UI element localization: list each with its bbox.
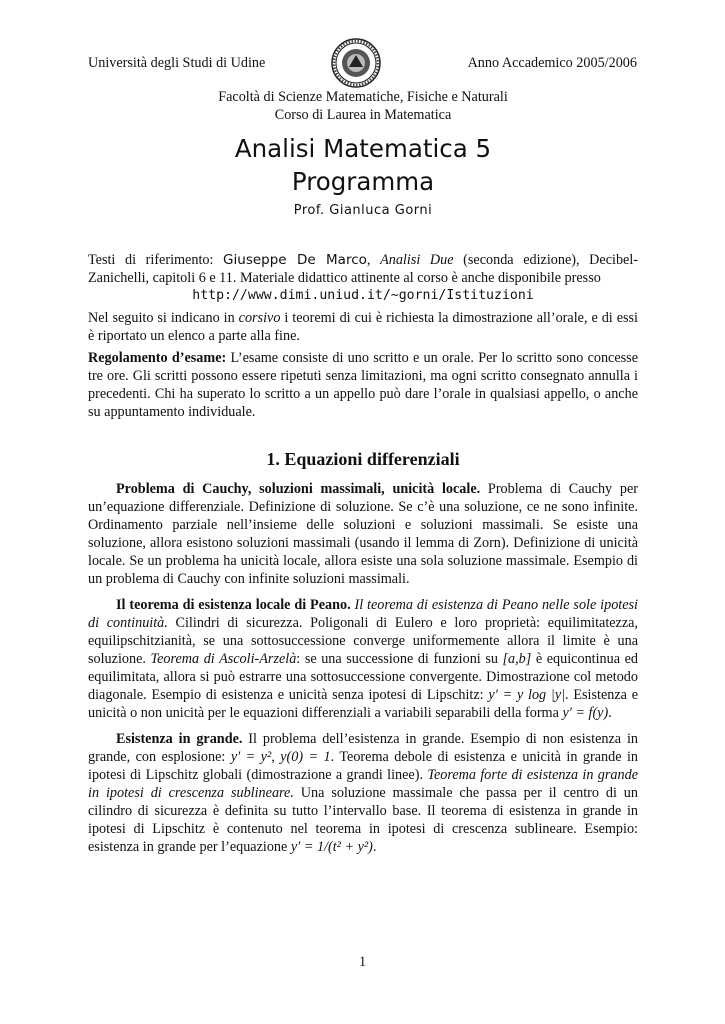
grande-text-3: Una soluzione massimale che passa per il centro di un cilindro di sicurezza è definita su tutto l’intervallo base. Il teorema di esistenza in grande in ipotesi di Lipschitz è contenuto nel teorema in ipotesi di crescenza sublineare. Esempio: esistenza in grande per l’equazione [88, 785, 638, 855]
section-1-heading: 1. Equazioni differenziali [266, 449, 460, 469]
regolamento-paragraph [88, 349, 638, 421]
peano-italic-2: Teorema di Ascoli-Arzelà [150, 651, 297, 667]
intro-before: Nel seguito si indicano in [88, 310, 239, 326]
cauchy-text: Problema di Cauchy per un’equazione differenziale. Definizione di soluzione. Se c’è una soluzione, ce ne sono infinite. Ordinamento parziale nell’insieme delle soluzioni e soluzioni massimali. Se esiste una soluzione, allora esistono soluzioni massimali (usando il lemma di Zorn). Definizione di unicità locale. Se un problema ha unicità locale, allora esiste una sola soluzione massimale. Esempio di un problema di Cauchy con infinite soluzioni massimali. [88, 481, 638, 587]
peano-text-3: è equicontinua ed equilimitata, allora si può estrarre una sottosuccessione convergente. Dimostrazione col metodo diagonale. Esempio di esistenza e unicità senza ipotesi di Lipschitz: [88, 651, 639, 703]
title-line-2: Programma [291, 167, 435, 196]
references-paragraph [88, 251, 638, 287]
page-number: 1 [358, 954, 367, 970]
intro-paragraph [88, 309, 638, 345]
peano-italic-1: Il teorema di esistenza di Peano nelle sole ipotesi di continuità. [88, 597, 638, 631]
cauchy-paragraph [88, 480, 638, 588]
grande-text-4: . [372, 839, 377, 855]
grande-math-1: y′ = y², y(0) = 1 [230, 749, 331, 765]
university-seal-logo [330, 37, 382, 89]
peano-text-5: . [608, 705, 612, 721]
regolamento-heading: Regolamento d’esame: [88, 350, 227, 366]
peano-paragraph [88, 596, 638, 722]
references-author: Giuseppe De Marco [223, 252, 367, 268]
references-sep: , [366, 252, 381, 268]
grande-text-2: . Teorema debole di esistenza e unicità in grande in ipotesi di Lipschitz globali (dimostrazione a grandi linee). [88, 749, 638, 783]
course-line: Corso di Laurea in Matematica [274, 107, 452, 123]
peano-math-3: y′ = f(y) [562, 705, 609, 721]
cauchy-heading: Problema di Cauchy, soluzioni massimali, unicità locale. [116, 481, 481, 497]
grande-math-2: y′ = 1/(t² + y²) [290, 839, 373, 855]
title-line-1: Analisi Matematica 5 [234, 134, 492, 163]
intro-after: i teoremi di cui è richiesta la dimostrazione all’orale, e di essi è riportato un elenco a parte alla fine. [88, 310, 638, 344]
grande-paragraph [88, 730, 638, 856]
peano-math-2: y′ = y log |y| [488, 687, 566, 703]
references-rest: (seconda edizione), Decibel-Zanichelli, capitoli 6 e 11. Materiale didattico attinente al corso è anche disponibile presso [88, 252, 639, 286]
peano-heading: Il teorema di esistenza locale di Peano. [116, 597, 351, 613]
intro-italic: corsivo [238, 310, 281, 326]
references-lead: Testi di riferimento: [88, 252, 224, 268]
faculty-line: Facoltà di Scienze Matematiche, Fisiche e Naturali [218, 89, 508, 105]
document-body [88, 88, 638, 856]
regolamento-text: L’esame consiste di uno scritto e un orale. Per lo scritto sono concesse tre ore. Gli scritti possono essere ripetuti senza limitazioni, ma ogni scritto consegnato annulla i precedenti. Chi ha superato lo scritto a un appello può dare l’orale in qualsiasi appello, o anche su appuntamento individuale. [88, 350, 638, 420]
grande-heading: Esistenza in grande. [116, 731, 243, 747]
peano-text-2: : se una successione di funzioni su [296, 651, 503, 667]
header-university: Università degli Studi di Udine [88, 55, 266, 71]
header-academic-year: Anno Accademico 2005/2006 [467, 55, 637, 71]
grande-italic: Teorema forte di esistenza in grande in ipotesi di crescenza sublineare. [88, 767, 639, 801]
references-book: Analisi Due [380, 252, 454, 268]
grande-text-1: Il problema dell’esistenza in grande. Esempio di non esistenza in grande, con esplosione: [88, 731, 638, 765]
peano-text-4: . Esistenza e unicità o non unicità per le equazioni differenziali a variabili separabili della forma [88, 687, 639, 721]
course-url-link[interactable]: http://www.dimi.uniud.it/~gorni/Istituzioni [192, 288, 534, 303]
peano-text-1: Cilindri di sicurezza. Poligonali di Eulero e loro proprietà: equilimitatezza, equilipschitzianità, se una sottosuccessione converge uniformemente allora il limite è una soluzione. [88, 615, 638, 667]
peano-math-1: [a,b] [502, 651, 532, 667]
professor: Prof. Gianluca Gorni [293, 203, 433, 218]
